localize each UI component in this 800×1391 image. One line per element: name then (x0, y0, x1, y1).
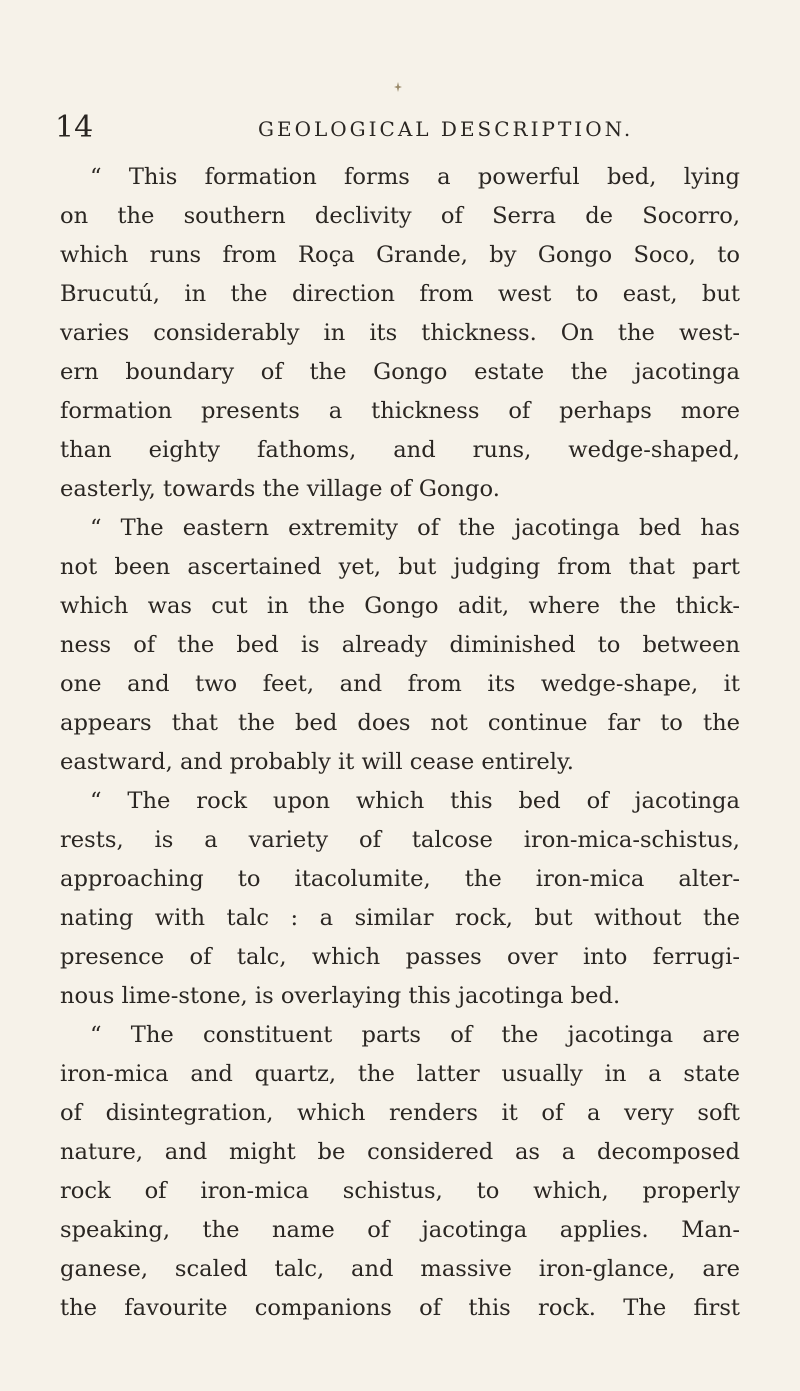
running-title: GEOLOGICAL DESCRIPTION. (258, 117, 634, 141)
text-line: rock of iron-mica schistus, to which, properly (60, 1178, 740, 1204)
text-line: Brucutú, in the direction from west to east, but (60, 281, 740, 307)
text-line: “ The rock upon which this bed of jacotinga (90, 788, 740, 814)
text-line: than eighty fathoms, and runs, wedge-shaped, (60, 437, 740, 463)
text-line: of disintegration, which renders it of a very soft (60, 1100, 740, 1126)
text-line: rests, is a variety of talcose iron-mica-schistus, (60, 827, 740, 853)
text-line: nature, and might be considered as a decomposed (60, 1139, 740, 1165)
text-line: nating with talc : a similar rock, but without the (60, 905, 740, 931)
text-line: which was cut in the Gongo adit, where the thick- (60, 593, 740, 619)
text-line: ness of the bed is already diminished to between (60, 632, 740, 658)
text-line: ern boundary of the Gongo estate the jacotinga (60, 359, 740, 385)
text-line: iron-mica and quartz, the latter usually in a state (60, 1061, 740, 1087)
body-text (60, 158, 740, 1328)
text-line: “ The eastern extremity of the jacotinga bed has (90, 515, 740, 541)
page-header (55, 108, 745, 152)
text-line: appears that the bed does not continue far to the (60, 710, 740, 736)
text-line: the favourite companions of this rock. The first (60, 1295, 740, 1321)
text-line: speaking, the name of jacotinga applies. Man- (60, 1217, 740, 1243)
ink-mark-icon (394, 82, 402, 92)
text-line: “ This formation forms a powerful bed, lying (90, 164, 740, 190)
text-line: on the southern declivity of Serra de Socorro, (60, 203, 740, 229)
text-line: one and two feet, and from its wedge-shape, it (60, 671, 740, 697)
text-line: not been ascertained yet, but judging from that part (60, 554, 740, 580)
text-line: varies considerably in its thickness. On the west- (60, 320, 740, 346)
text-line: nous lime-stone, is overlaying this jacotinga bed. (60, 983, 621, 1009)
text-line: which runs from Roça Grande, by Gongo Soco, to (60, 242, 740, 268)
text-line: ganese, scaled talc, and massive iron-glance, are (60, 1256, 740, 1282)
text-line: approaching to itacolumite, the iron-mica alter- (60, 866, 740, 892)
text-line: easterly, towards the village of Gongo. (60, 476, 500, 502)
text-line: formation presents a thickness of perhaps more (60, 398, 740, 424)
text-line: presence of talc, which passes over into ferrugi- (60, 944, 740, 970)
text-line: “ The constituent parts of the jacotinga are (90, 1022, 740, 1048)
text-line: eastward, and probably it will cease entirely. (60, 749, 574, 775)
page-number: 14 (55, 110, 94, 145)
